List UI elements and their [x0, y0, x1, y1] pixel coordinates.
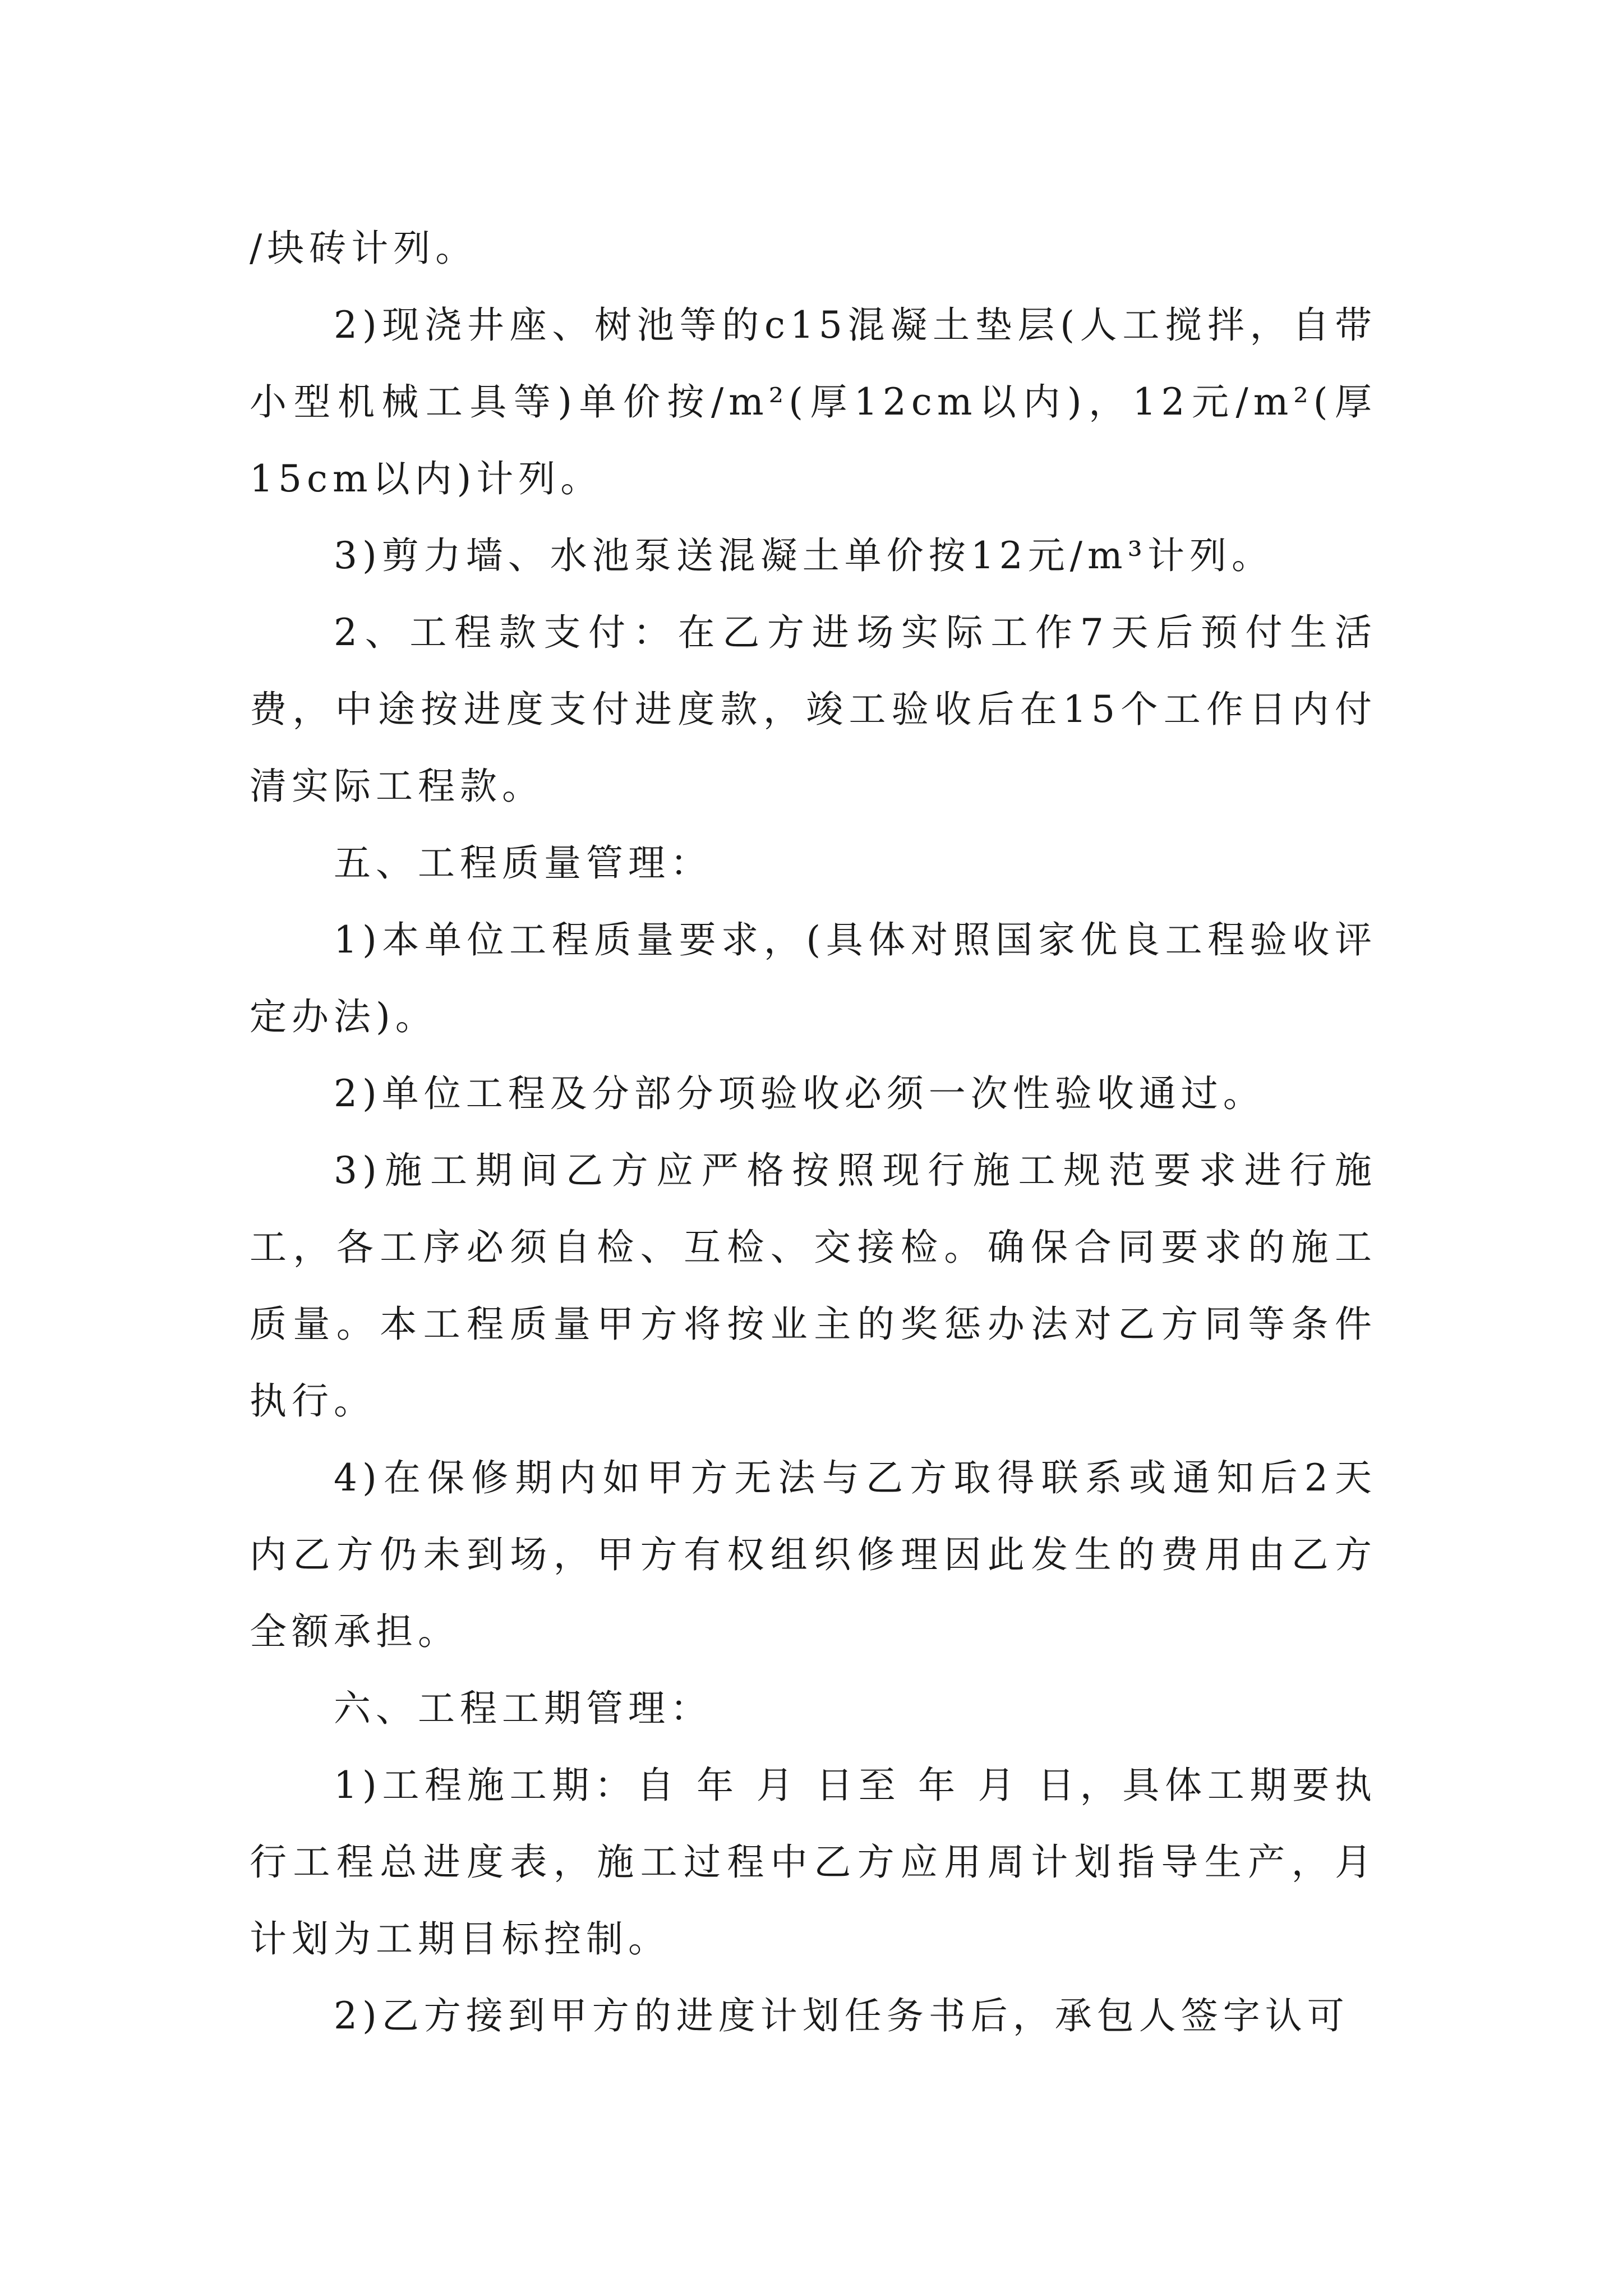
paragraph-quality-requirement: 1)本单位工程质量要求，(具体对照国家优良工程验收评定办法)。	[250, 918, 1377, 1038]
paragraph-schedule-plan: 2)乙方接到甲方的进度计划任务书后，承包人签字认可	[334, 1994, 1349, 2037]
paragraph-payment: 2、工程款支付：在乙方进场实际工作7天后预付生活费，中途按进度支付进度款，竣工验收后在15个工作日内付清实际工程款。	[250, 611, 1377, 808]
paragraph-item-concrete-cushion: 2)现浇井座、树池等的c15混凝土垫层(人工搅拌，自带小型机械工具等)单价按/m²(厚12cm以内)，12元/m²(厚15cm以内)计列。	[250, 303, 1377, 500]
paragraph-quality-acceptance: 2)单位工程及分部分项验收必须一次性验收通过。	[334, 1072, 1265, 1115]
document-body	[250, 210, 1377, 2054]
paragraph-continuation: /块砖计列。	[250, 227, 478, 270]
paragraph-item-pumped-concrete: 3)剪力墙、水池泵送混凝土单价按12元/m³计列。	[334, 534, 1274, 577]
paragraph-quality-warranty: 4)在保修期内如甲方无法与乙方取得联系或通知后2天内乙方仍未到场，甲方有权组织修理因此发生的费用由乙方全额承担。	[250, 1456, 1377, 1653]
section-heading-schedule: 六、工程工期管理：	[334, 1687, 712, 1730]
section-heading-quality: 五、工程质量管理：	[334, 841, 712, 885]
paragraph-quality-construction: 3)施工期间乙方应严格按照现行施工规范要求进行施工，各工序必须自检、互检、交接检。确保合同要求的施工质量。本工程质量甲方将按业主的奖惩办法对乙方同等条件执行。	[250, 1149, 1377, 1423]
paragraph-schedule-period: 1)工程施工期：自 年 月 日至 年 月 日，具体工期要执行工程总进度表，施工过程中乙方应用周计划指导生产，月计划为工期目标控制。	[250, 1764, 1377, 1961]
